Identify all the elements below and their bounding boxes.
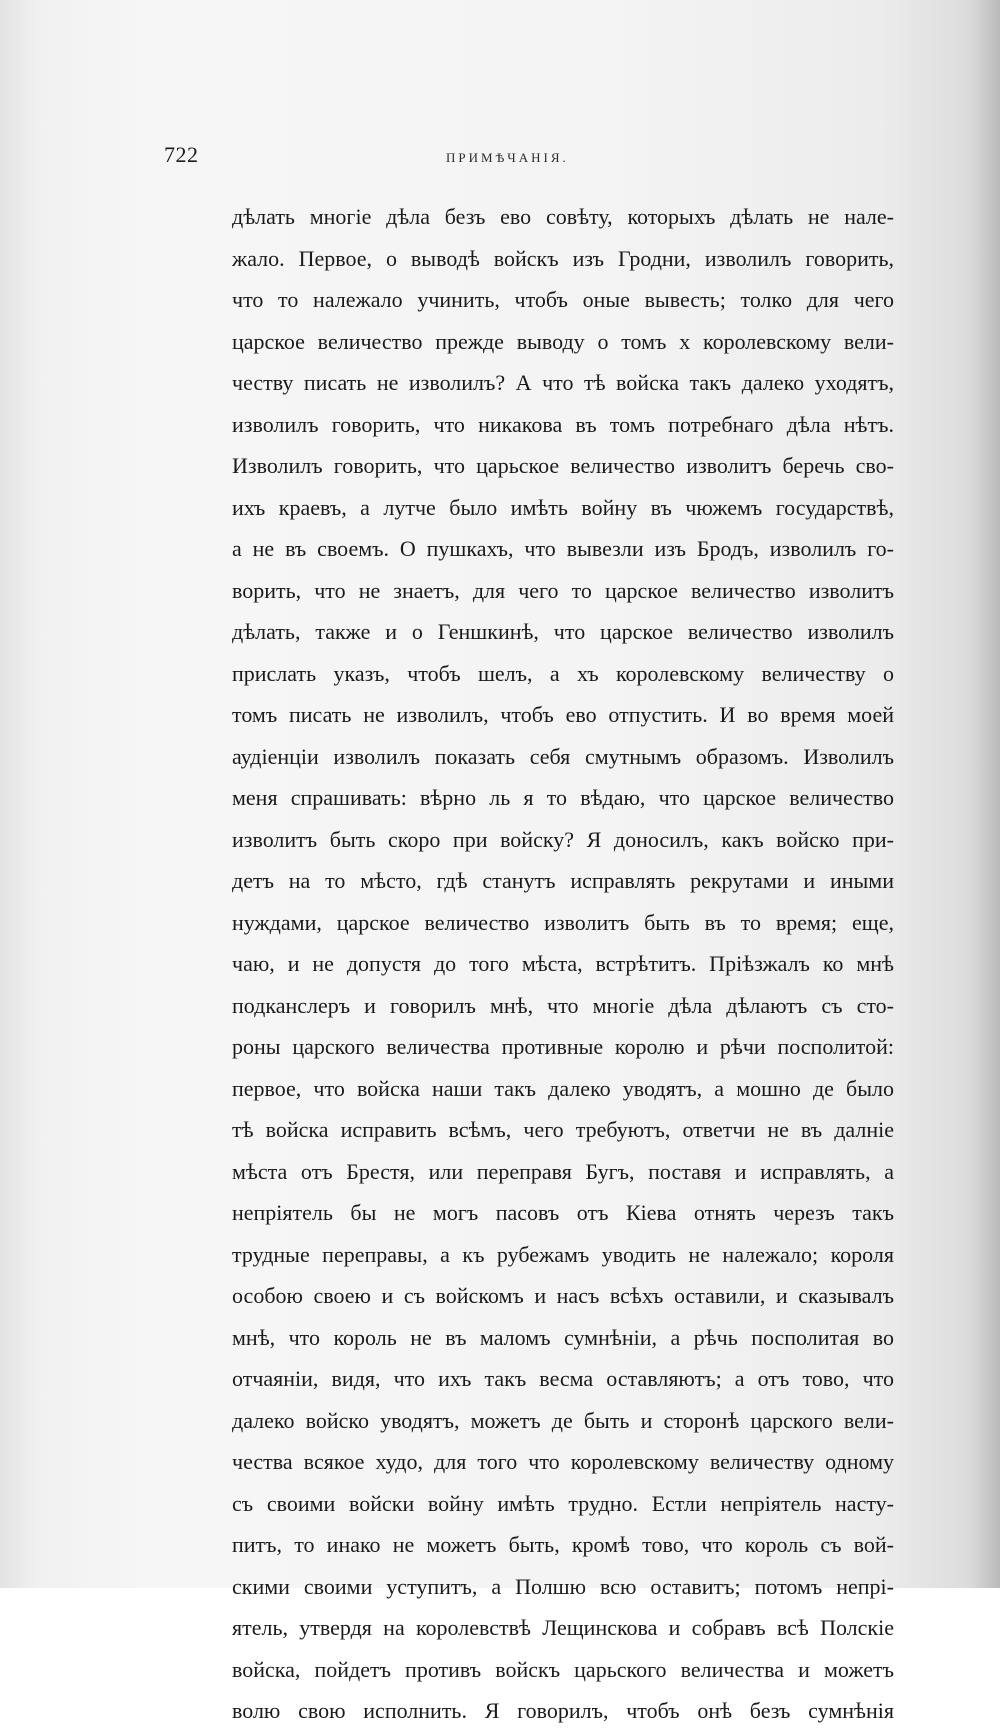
text-line: ихъ краевъ, а лутче было имѣть войну въ чюжемъ государствѣ, <box>232 494 894 520</box>
text-line: нуждами, царское величество изволитъ быть въ то время; еще, <box>232 909 894 935</box>
text-line: войска, пойдетъ противъ войскъ царьского величества и можетъ <box>232 1656 894 1682</box>
text-line: мнѣ, что король не въ маломъ сумнѣніи, а рѣчь посполитая во <box>232 1324 894 1350</box>
text-line: что то належало учинить, чтобъ оные вывесть; толко для чего <box>232 287 894 312</box>
text-line: прислать указъ, чтобъ шелъ, а хъ королевскому величеству о <box>232 660 894 686</box>
text-line: меня спрашивать: вѣрно ль я то вѣдаю, что царское величество <box>232 785 894 810</box>
text-line: аудіенціи изволилъ показать себя смутнымъ образомъ. Изволилъ <box>232 743 894 769</box>
text-line: жало. Первое, о выводѣ войскъ изъ Гродни, изволилъ говорить, <box>232 245 894 271</box>
text-line: съ своими войски войну имѣть трудно. Естли непріятель насту- <box>232 1490 894 1516</box>
text-line: трудные переправы, а къ рубежамъ уводить не належало; короля <box>232 1241 894 1267</box>
body-text <box>232 196 894 1732</box>
text-line: питъ, то инако не можетъ быть, кромѣ тово, что король съ вой- <box>232 1532 894 1557</box>
text-line: царское величество прежде выводу о томъ х королевскому вели- <box>232 328 894 354</box>
text-line: роны царского величества противные королю и рѣчи посполитой: <box>232 1034 894 1059</box>
text-line: отчаяніи, видя, что ихъ такъ весма оставляютъ; а отъ тово, что <box>232 1366 894 1391</box>
text-line: скими своими уступитъ, а Полшю всю оставитъ; потомъ непрі- <box>232 1573 894 1599</box>
text-line: честву писать не изволилъ? А что тѣ войска такъ далеко уходятъ, <box>232 370 894 395</box>
text-line: чаю, и не допустя до того мѣста, встрѣтитъ. Пріѣзжалъ ко мнѣ <box>232 951 894 976</box>
text-line: детъ на то мѣсто, гдѣ станутъ исправлять рекрутами и иными <box>232 868 894 893</box>
text-line: мѣста отъ Брестя, или переправя Бугъ, поставя и исправлять, а <box>232 1158 894 1184</box>
text-line: далеко войско уводятъ, можетъ де быть и сторонѣ царского вели- <box>232 1407 894 1433</box>
text-line: изволитъ быть скоро при войску? Я доносилъ, какъ войско при- <box>232 826 894 852</box>
text-line: а не въ своемъ. О пушкахъ, что вывезли изъ Бродъ, изволилъ го- <box>232 536 894 561</box>
page-number: 722 <box>164 142 199 167</box>
text-line: тѣ войска исправить всѣмъ, чего требуютъ, ответчи не въ далніе <box>232 1117 894 1142</box>
text-line: дѣлать, также и о Геншкинѣ, что царское величество изволилъ <box>232 619 894 644</box>
text-line: ятель, утвердя на королевствѣ Лещинскова и собравъ всѣ Полскіе <box>232 1615 894 1640</box>
text-line: изволилъ говорить, что никакова въ томъ потребнаго дѣла нѣтъ. <box>232 411 894 437</box>
text-line: волю свою исполнить. Я говорилъ, чтобъ онѣ безъ сумнѣнія <box>232 1698 894 1723</box>
text-line: непріятель бы не могъ пасовъ отъ Кіева отнять черезъ такъ <box>232 1200 894 1225</box>
running-head: ПРИМѢЧАНІЯ. <box>446 150 569 165</box>
text-line: ворить, что не знаетъ, для чего то царское величество изволитъ <box>232 577 894 603</box>
page-edge-shadow <box>970 0 1000 1588</box>
text-line: чества всякое худо, для того что королевскому величеству одному <box>232 1449 894 1474</box>
text-line: томъ писать не изволилъ, чтобъ ево отпустить. И во время моей <box>232 702 894 727</box>
text-line: дѣлать многіе дѣла безъ ево совѣту, которыхъ дѣлать не нале- <box>232 204 894 229</box>
text-line: подканслеръ и говорилъ мнѣ, что многіе дѣла дѣлаютъ съ сто- <box>232 992 894 1018</box>
text-line: особою своею и съ войскомъ и насъ всѣхъ оставили, и сказывалъ <box>232 1283 894 1308</box>
text-line: первое, что войска наши такъ далеко уводятъ, а мошно де было <box>232 1075 894 1101</box>
text-line: Изволилъ говорить, что царьское величество изволитъ беречь сво- <box>232 453 894 478</box>
